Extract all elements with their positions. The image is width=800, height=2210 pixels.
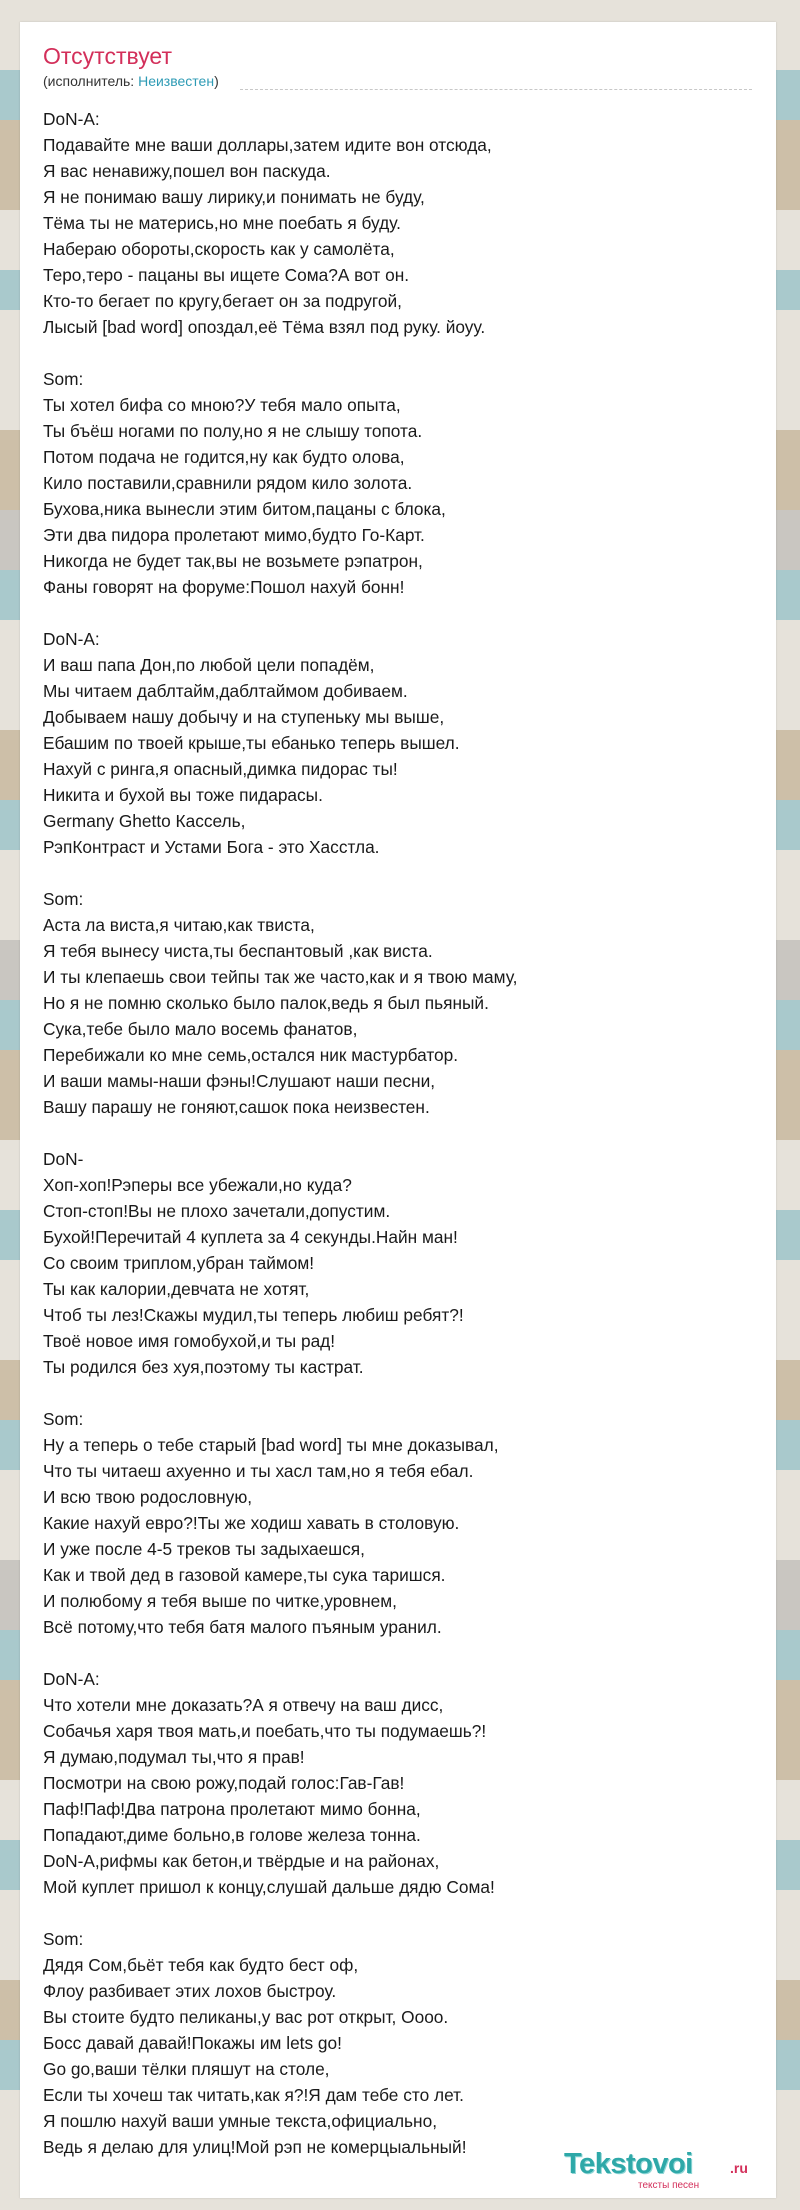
lyric-gap (43, 600, 763, 626)
lyric-gap (43, 860, 763, 886)
lyric-line: Собачья харя твоя мать,и поебать,что ты подумаешь?! (43, 1721, 487, 1741)
lyric-line: Дядя Сом,бьёт тебя как будто бест оф, (43, 1955, 359, 1975)
lyric-line: Аста ла виста,я читаю,как твиста, (43, 915, 315, 935)
lyric-line: DoN-A: (43, 109, 100, 129)
song-artist-line (43, 72, 219, 90)
logo-tld: .ru (730, 2160, 748, 2176)
lyric-line: Паф!Паф!Два патрона пролетают мимо бонна, (43, 1799, 421, 1819)
lyric-line: Germany Ghetto Кассель, (43, 811, 246, 831)
lyric-line: Som: (43, 1929, 84, 1949)
lyric-line: Наберaю обороты,скорость как у самолёта, (43, 239, 395, 259)
logo-name: Tekstovoi (564, 2148, 693, 2180)
lyric-gap (43, 1380, 763, 1406)
lyric-line: Сука,тебе было мало восемь фанатов, (43, 1019, 358, 1039)
lyric-line: Ну а теперь о тебе старый [bad word] ты мне доказывал, (43, 1435, 499, 1455)
lyric-line: Какие нахуй евро?!Ты же ходиш хавать в столовую. (43, 1513, 460, 1533)
title-divider (240, 89, 752, 90)
lyric-line: Стоп-стоп!Вы не плохо зачетали,допустим. (43, 1201, 391, 1221)
lyric-line: Som: (43, 369, 84, 389)
lyric-line: Ты как калории,девчата не хотят, (43, 1279, 310, 1299)
lyric-line: Твоё новое имя гомобухой,и ты рад! (43, 1331, 336, 1351)
lyric-line: Go go,ваши тёлки пляшут на столе, (43, 2059, 330, 2079)
lyric-line: Попадают,диме больно,в голове железа тонна. (43, 1825, 421, 1845)
lyric-line: И ты клепаешь свои тейпы так же часто,как и я твою маму, (43, 967, 518, 987)
lyric-line: Я думаю,подумал ты,что я прав! (43, 1747, 305, 1767)
lyric-gap (43, 1120, 763, 1146)
lyric-line: Мы читаем даблтайм,даблтаймом добиваем. (43, 681, 408, 701)
lyric-line: Никита и бухой вы тоже пидарасы. (43, 785, 323, 805)
lyric-line: Ведь я делаю для улиц!Мой рэп не комерцыальный! (43, 2137, 467, 2157)
lyric-line: Бухой!Перечитай 4 куплета за 4 секунды.Найн ман! (43, 1227, 458, 1247)
lyric-line: Вы стоите будто пеликаны,у вас рот открыт, Оооо. (43, 2007, 449, 2027)
lyric-line: Я тебя вынесу чиста,ты беспантовый ,как виста. (43, 941, 433, 961)
lyric-line: И ваш папа Дон,по любой цели попадём, (43, 655, 375, 675)
artist-suffix: ) (214, 73, 219, 89)
lyric-line: Som: (43, 889, 84, 909)
lyric-line: Кто-то бегает по кругу,бегает он за подругой, (43, 291, 402, 311)
lyric-line: Нахуй с ринга,я опасный,димка пидорас ты! (43, 759, 398, 779)
lyric-line: Мой куплет пришол к концу,слушай дальше дядю Сома! (43, 1877, 495, 1897)
lyric-line: И ваши мамы-наши фэны!Слушают наши песни, (43, 1071, 436, 1091)
lyric-line: РэпКонтраст и Устами Бога - это Хасстла. (43, 837, 380, 857)
lyric-line: И всю твою родословную, (43, 1487, 253, 1507)
lyric-line: Ебашим по твоей крыше,ты ебанько теперь вышел. (43, 733, 460, 753)
lyric-line: Бухова,ника вынесли этим битом,пацаны с блока, (43, 499, 446, 519)
logo-tagline: тексты песен (638, 2180, 700, 2191)
lyric-line: Всё потому,что тебя батя малого пъяным уранил. (43, 1617, 442, 1637)
lyric-line: DoN-A,рифмы как бетон,и твёрдые и на районах, (43, 1851, 440, 1871)
lyric-line: Чтоб ты лез!Скажы мудил,ты теперь любиш ребят?! (43, 1305, 464, 1325)
lyric-line: Я вас ненавижу,пошел вон паскуда. (43, 161, 331, 181)
lyrics-card (20, 22, 776, 2198)
lyric-line: Потом подача не годится,ну как будто олова, (43, 447, 405, 467)
lyric-line: Фаны говорят на форуме:Пошол нахуй бонн! (43, 577, 405, 597)
lyric-line: Кило поставили,сравнили рядом кило золота. (43, 473, 413, 493)
lyric-line: Что хотели мне доказать?А я отвечу на ваш дисс, (43, 1695, 444, 1715)
lyric-line: И уже после 4-5 треков ты задыхаешся, (43, 1539, 365, 1559)
lyric-line: Som: (43, 1409, 84, 1429)
lyric-line: Тёма ты не матерись,но мне поебать я буду. (43, 213, 401, 233)
artist-prefix: (исполнитель: (43, 73, 139, 89)
lyric-line: Добываем нашу добычу и на ступеньку мы выше, (43, 707, 445, 727)
lyric-line: Хоп-хоп!Рэперы все убежали,но куда? (43, 1175, 352, 1195)
lyric-line: Подавайте мне ваши доллары,затем идите вон отсюда, (43, 135, 492, 155)
lyric-line: Ты родился без хуя,поэтому ты кастрат. (43, 1357, 364, 1377)
lyric-line: DoN-A: (43, 629, 100, 649)
lyric-line: Перебижали ко мне семь,остался ник мастурбатор. (43, 1045, 459, 1065)
lyric-line: Лысый [bad word] опоздал,её Тёма взял под руку. йоуу. (43, 317, 486, 337)
lyric-gap (43, 1640, 763, 1666)
lyric-line: Со своим триплом,убран таймом! (43, 1253, 315, 1273)
lyric-line: Посмотри на свою рожу,подай голос:Гав-Гав! (43, 1773, 405, 1793)
lyric-line: Флоу разбивает этих лохов быстроу. (43, 1981, 337, 2001)
artist-link[interactable]: Неизвестен (138, 73, 215, 89)
lyric-line: И полюбому я тебя выше по читке,уровнем, (43, 1591, 397, 1611)
lyrics-text (43, 106, 763, 2160)
site-logo[interactable] (564, 2148, 754, 2190)
lyric-line: Как и твой дед в газовой камере,ты сука таришся. (43, 1565, 446, 1585)
lyric-line: DoN- (43, 1149, 84, 1169)
lyric-gap (43, 340, 763, 366)
lyric-line: Я не понимаю вашу лирику,и понимать не буду, (43, 187, 425, 207)
lyric-line: Что ты читаеш ахуенно и ты хасл там,но я тебя ебал. (43, 1461, 474, 1481)
lyric-line: Теро,теро - пацаны вы ищете Сома?А вот он. (43, 265, 410, 285)
lyric-gap (43, 1900, 763, 1926)
lyric-line: Эти два пидора пролетают мимо,будто Го-Карт. (43, 525, 425, 545)
song-title: Отсутствует (43, 43, 172, 69)
lyric-line: Ты хотел бифа со мною?У тебя мало опыта, (43, 395, 401, 415)
lyric-line: Босс давай давай!Покажы им lets go! (43, 2033, 342, 2053)
lyric-line: DoN-A: (43, 1669, 100, 1689)
lyric-line: Я пошлю нахуй ваши умные текста,официально, (43, 2111, 438, 2131)
lyric-line: Вашу парашу не гоняют,сашок пока неизвестен. (43, 1097, 430, 1117)
lyric-line: Если ты хочеш так читать,как я?!Я дам тебе сто лет. (43, 2085, 464, 2105)
lyric-line: Никогда не будет так,вы не возьмете рэпатрон, (43, 551, 423, 571)
lyric-line: Ты бъёш ногами по полу,но я не слышу топота. (43, 421, 423, 441)
lyric-line: Но я не помню сколько было палок,ведь я был пьяный. (43, 993, 489, 1013)
